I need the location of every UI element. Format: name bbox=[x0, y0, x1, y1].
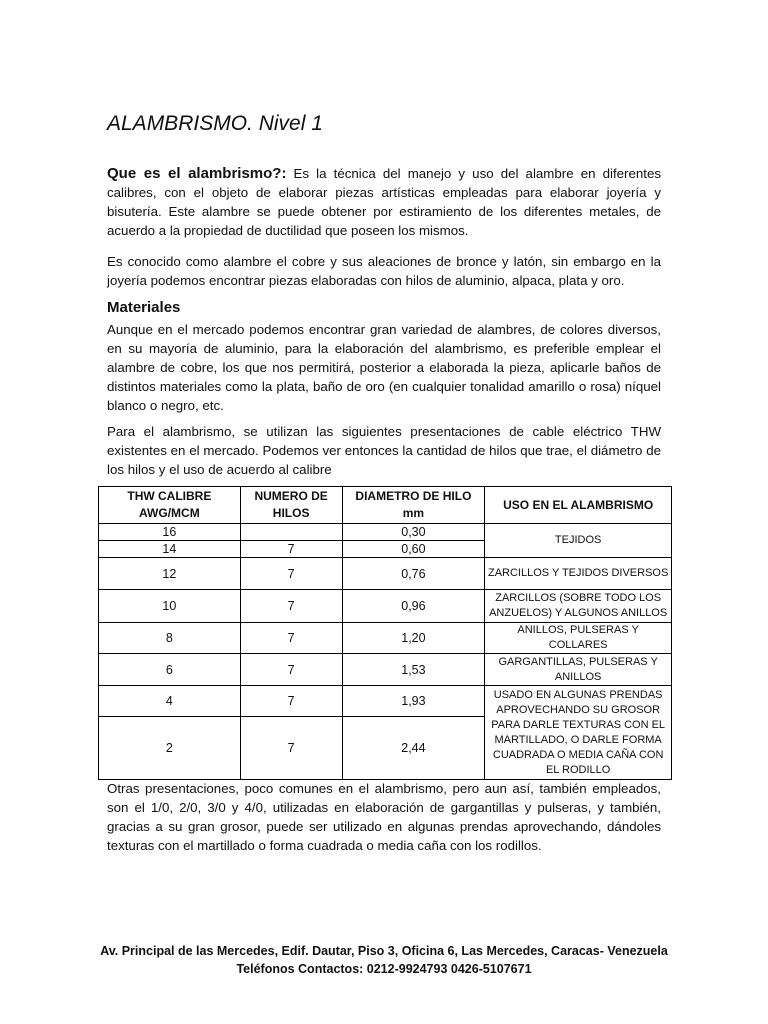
cell-hilos: 7 bbox=[240, 686, 342, 717]
paragraph-5: Otras presentaciones, poco comunes en el alambrismo, pero aun así, también empleados, son el 1/0, 2/0, 3/0 y 4/0, utilizadas en elaboración de gargantillas y pulseras, y también, gracias a su gran grosor, puede ser utilizado en algunas prendas aprovechando, dándoles texturas con el martillado o forma cuadrada o media caña con los rodillos. bbox=[107, 781, 661, 853]
cell-hilos: 7 bbox=[240, 541, 342, 558]
page-title: ALAMBRISMO. Nivel 1 bbox=[107, 112, 323, 135]
cell-uso: TEJIDOS bbox=[485, 524, 672, 558]
cell-diametro: 2,44 bbox=[342, 717, 485, 780]
table-row bbox=[99, 590, 672, 623]
cell-calibre: 4 bbox=[99, 686, 241, 717]
header-uso: USO EN EL ALAMBRISMO bbox=[485, 487, 672, 524]
intro-heading: Que es el alambrismo?: bbox=[107, 165, 287, 182]
cell-uso: ZARCILLOS Y TEJIDOS DIVERSOS bbox=[485, 558, 672, 590]
cell-calibre: 10 bbox=[99, 590, 241, 623]
header-hilos: NUMERO DE HILOS bbox=[240, 487, 342, 524]
cell-diametro: 1,53 bbox=[342, 654, 485, 686]
cell-calibre: 14 bbox=[99, 541, 241, 558]
cell-calibre: 8 bbox=[99, 623, 241, 654]
cell-uso: ZARCILLOS (SOBRE TODO LOS ANZUELOS) Y ALGUNOS ANILLOS bbox=[485, 590, 672, 623]
cell-hilos: 7 bbox=[240, 558, 342, 590]
paragraph-4: Para el alambrismo, se utilizan las siguientes presentaciones de cable eléctrico THW existentes en el mercado. Podemos ver entonces la cantidad de hilos que trae, el diámetro de los hilos y el uso de acuerdo al calibre bbox=[107, 424, 661, 477]
cell-diametro: 0,96 bbox=[342, 590, 485, 623]
materials-heading: Materiales bbox=[107, 299, 181, 316]
cell-hilos: 7 bbox=[240, 717, 342, 780]
cell-uso: GARGANTILLAS, PULSERAS Y ANILLOS bbox=[485, 654, 672, 686]
intro-text: Es la técnica del manejo y uso del alambre en diferentes calibres, con el objeto de elaborar piezas artísticas empleadas para elaborar joyería y bisutería. Este alambre se puede obtener por estiramiento de los diferentes metales, de acuerdo a la propiedad de ductilidad que poseen los mismos. bbox=[107, 166, 661, 238]
intro-paragraph bbox=[107, 164, 661, 240]
table-row bbox=[99, 524, 672, 541]
footer-address: Av. Principal de las Mercedes, Edif. Dautar, Piso 3, Oficina 6, Las Mercedes, Caracas- Venezuela bbox=[100, 944, 668, 958]
paragraph-3: Aunque en el mercado podemos encontrar gran variedad de alambres, de colores diversos, en su mayoría de aluminio, para la elaboración del alambrismo, es preferible emplear el alambre de cobre, los que nos permitirá, posterior a elaborada la pieza, aplicarle baños de distintos materiales como la plata, baño de oro (en cualquier tonalidad amarillo o rosa) níquel blanco o negro, etc. bbox=[107, 322, 661, 413]
footer-phones: Teléfonos Contactos: 0212-9924793 0426-5107671 bbox=[236, 962, 532, 976]
cell-uso: ANILLOS, PULSERAS Y COLLARES bbox=[485, 623, 672, 654]
cell-calibre: 6 bbox=[99, 654, 241, 686]
table-header-row bbox=[99, 487, 672, 524]
cell-diametro: 0,76 bbox=[342, 558, 485, 590]
cell-calibre: 16 bbox=[99, 524, 241, 541]
cell-diametro: 1,20 bbox=[342, 623, 485, 654]
table-row bbox=[99, 558, 672, 590]
cell-hilos: 7 bbox=[240, 590, 342, 623]
cell-hilos: 7 bbox=[240, 623, 342, 654]
cell-calibre: 12 bbox=[99, 558, 241, 590]
cell-diametro: 1,93 bbox=[342, 686, 485, 717]
cell-hilos bbox=[240, 524, 342, 541]
cell-hilos: 7 bbox=[240, 654, 342, 686]
table-row bbox=[99, 654, 672, 686]
cell-diametro: 0,60 bbox=[342, 541, 485, 558]
cell-calibre: 2 bbox=[99, 717, 241, 780]
header-diametro: DIAMETRO DE HILO mm bbox=[342, 487, 485, 524]
header-calibre: THW CALIBRE AWG/MCM bbox=[99, 487, 241, 524]
table-row bbox=[99, 623, 672, 654]
paragraph-2: Es conocido como alambre el cobre y sus aleaciones de bronce y latón, sin embargo en la joyería podemos encontrar piezas elaboradas con hilos de aluminio, alpaca, plata y oro. bbox=[107, 254, 661, 288]
calibre-table bbox=[98, 486, 672, 780]
table-row bbox=[99, 686, 672, 717]
cell-uso: USADO EN ALGUNAS PRENDAS APROVECHANDO SU GROSOR PARA DARLE TEXTURAS CON EL MARTILLADO, O DARLE FORMA CUADRADA O MEDIA CAÑA CON EL RODILLO bbox=[485, 686, 672, 780]
cell-diametro: 0,30 bbox=[342, 524, 485, 541]
